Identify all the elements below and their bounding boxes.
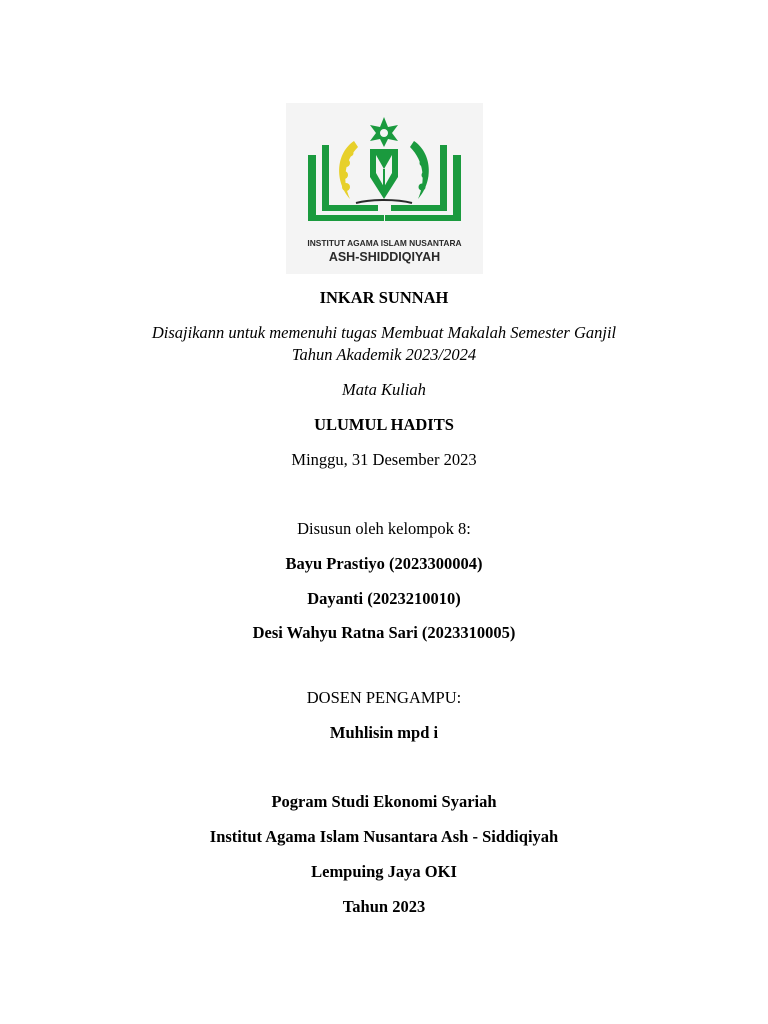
group-label: Disusun oleh kelompok 8:: [297, 519, 471, 538]
group-member: Dayanti (2023210010): [307, 589, 461, 608]
institute-name: Institut Agama Islam Nusantara Ash - Siddiqiyah: [209, 827, 559, 846]
study-program: Pogram Studi Ekonomi Syariah: [271, 792, 497, 811]
location: Lempuing Jaya OKI: [311, 862, 457, 881]
svg-text:ASH-SHIDDIQIYAH: ASH-SHIDDIQIYAH: [328, 250, 441, 264]
course-name: ULUMUL HADITS: [314, 415, 454, 434]
group-member: Desi Wahyu Ratna Sari (2023310005): [252, 623, 516, 642]
institution-logo: [286, 103, 483, 274]
svg-text:INSTITUT AGAMA ISLAM NUSANTARA: INSTITUT AGAMA ISLAM NUSANTARA: [307, 238, 462, 248]
year: Tahun 2023: [342, 897, 426, 916]
course-label: Mata Kuliah: [342, 380, 426, 399]
book-pen-star-emblem-icon: [286, 103, 483, 274]
purpose-line-1: Disajikann untuk memenuhi tugas Membuat Makalah Semester Ganjil: [151, 323, 617, 342]
document-date: Minggu, 31 Desember 2023: [291, 450, 477, 469]
lecturer-label: DOSEN PENGAMPU:: [306, 688, 462, 707]
document-title: INKAR SUNNAH: [319, 288, 449, 307]
lecturer-name: Muhlisin mpd i: [329, 723, 439, 742]
group-member: Bayu Prastiyo (2023300004): [285, 554, 483, 573]
purpose-line-2: Tahun Akademik 2023/2024: [291, 345, 477, 364]
